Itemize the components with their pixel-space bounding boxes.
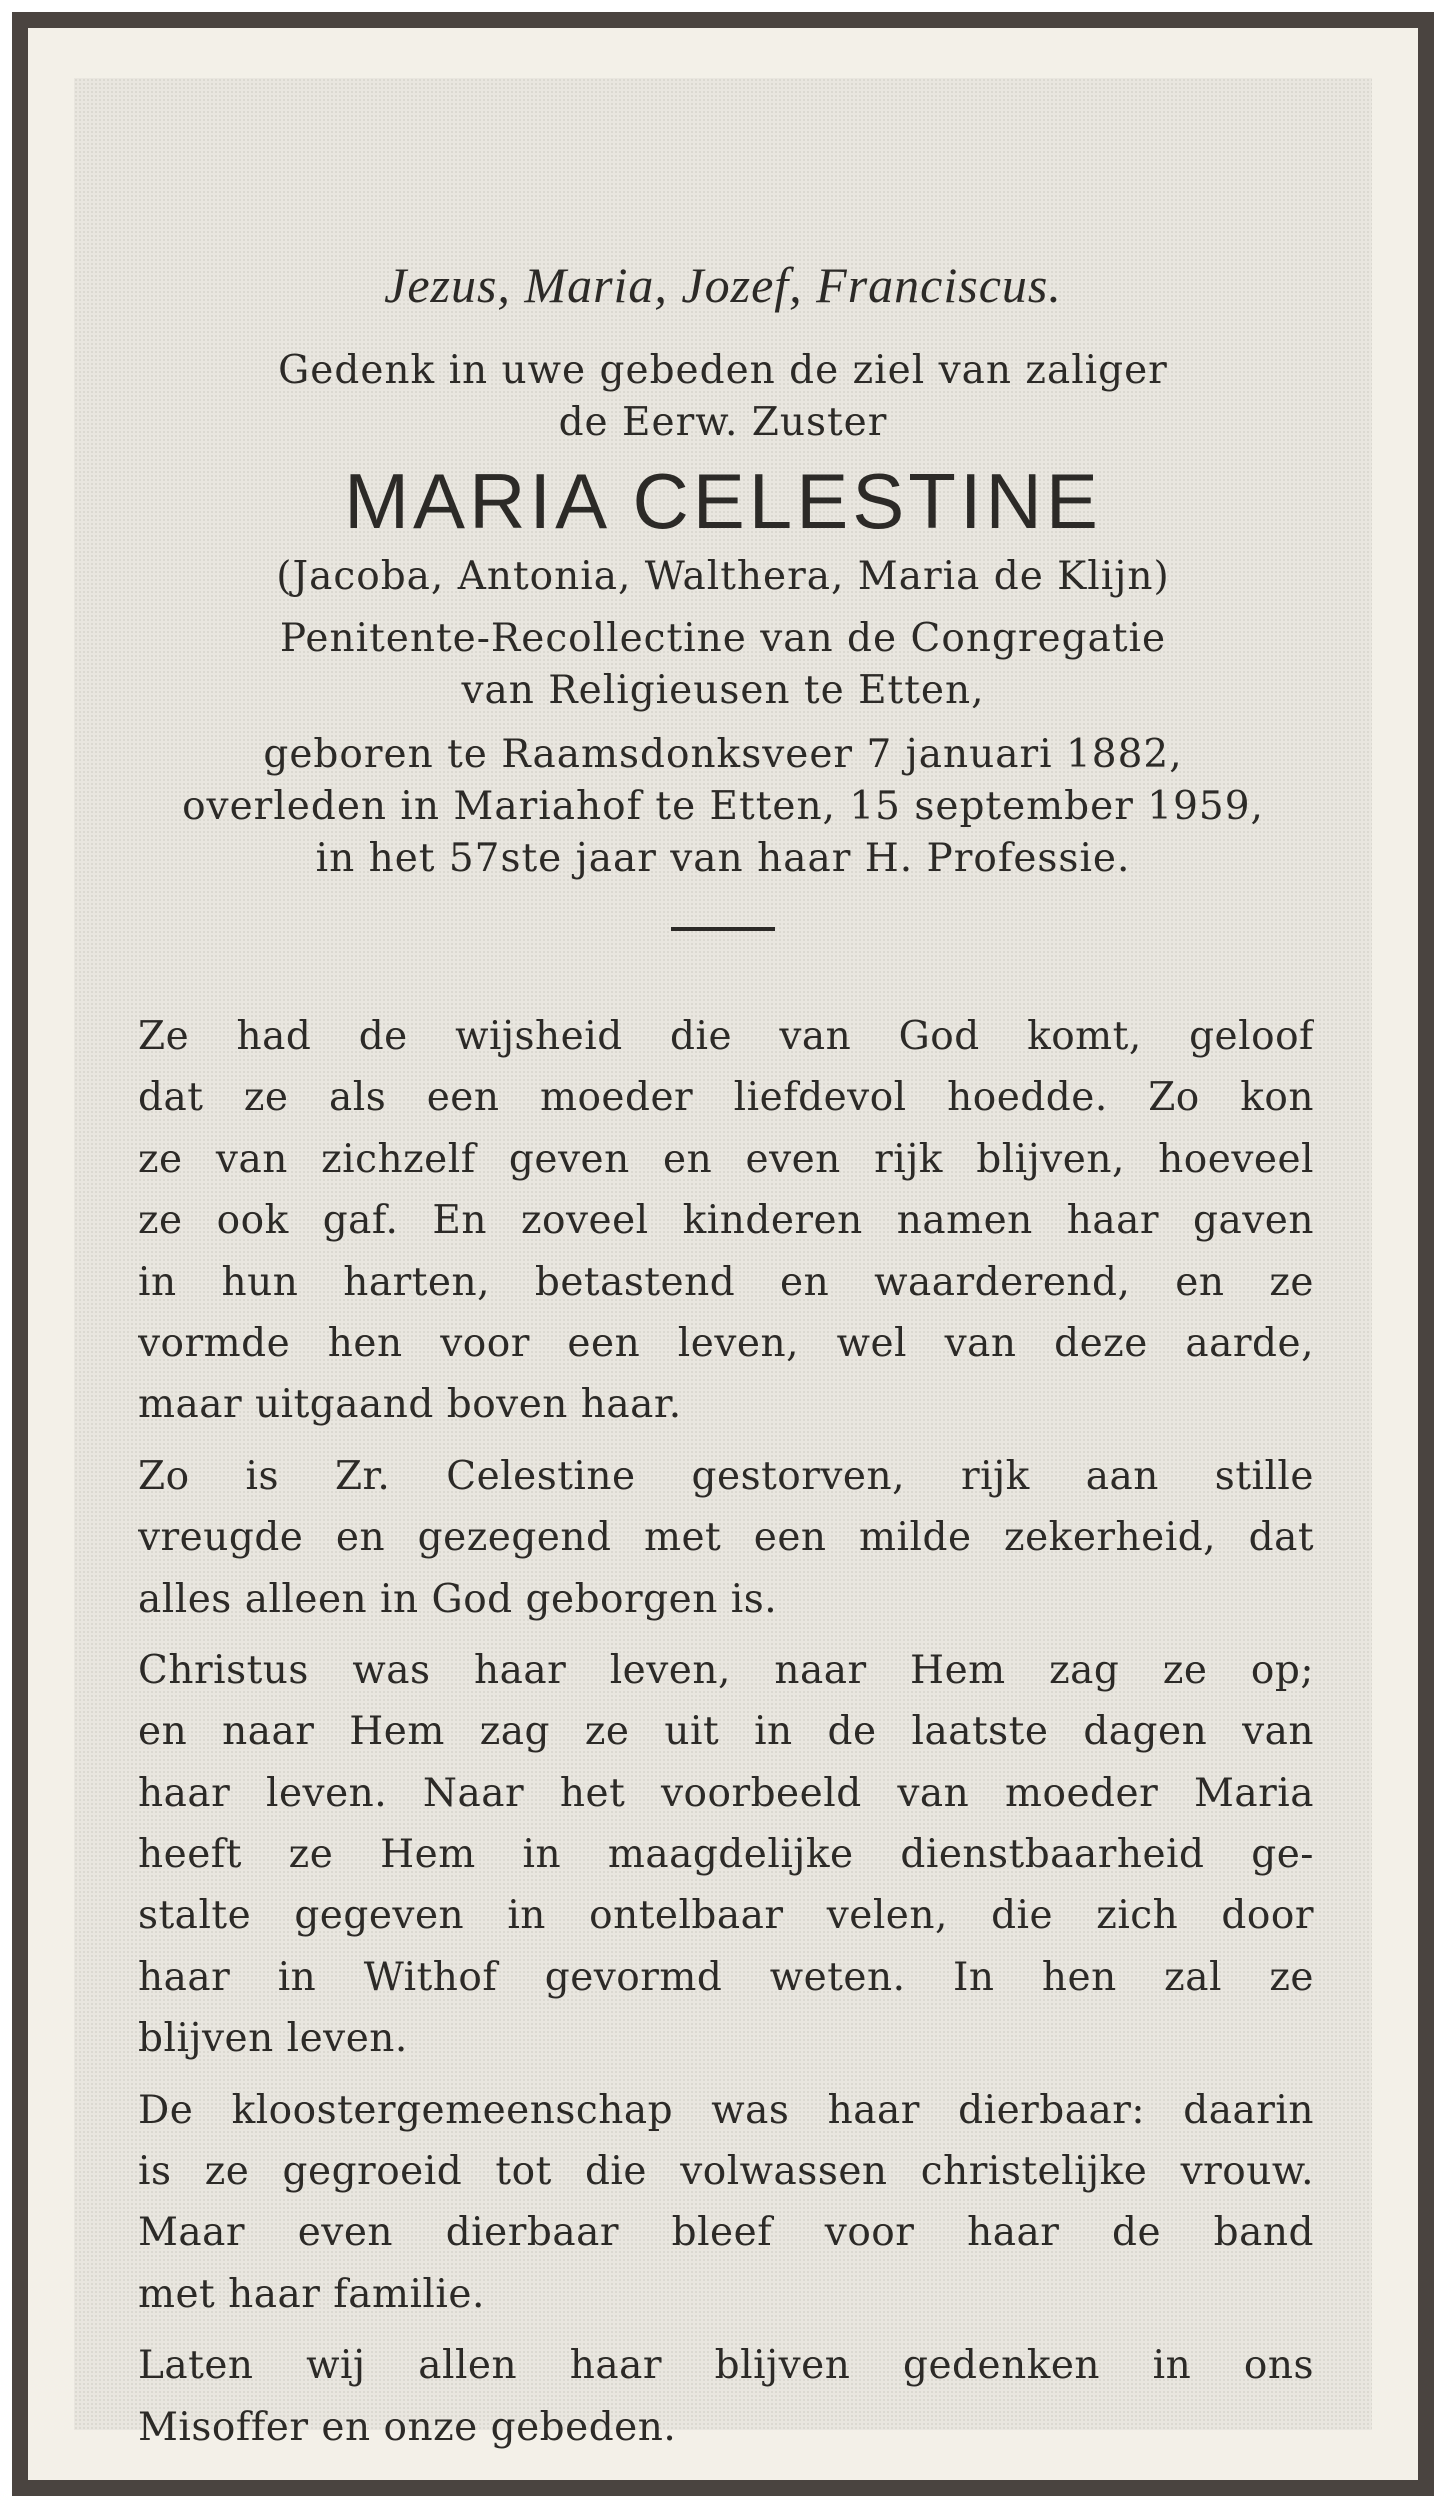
text-line: vreugde en gezegend met een milde zekerheid, dat — [138, 1515, 1314, 1561]
text-line: dat ze als een moeder liefdevol hoedde. Zo kon — [138, 1075, 1314, 1121]
prayer-request: Gedenk in uwe gebeden de ziel van zaliger — [278, 348, 1168, 393]
text-line: Christus was haar leven, naar Hem zag ze op; — [138, 1647, 1314, 1693]
text-line: met haar familie. — [138, 2271, 485, 2317]
text-line: alles alleen in God geborgen is. — [138, 1576, 778, 1622]
text-line: Laten wij allen haar blijven gedenken in ons — [138, 2343, 1314, 2389]
death-line: overleden in Mariahof te Etten, 15 september 1959, — [182, 784, 1264, 829]
paragraph — [138, 1640, 1314, 2070]
text-line: Ze had de wijsheid die van God komt, geloof — [138, 1014, 1314, 1059]
paragraph — [138, 1446, 1314, 1630]
deceased-name: MARIA CELESTINE — [344, 457, 1102, 545]
text-line: ze ook gaf. En zoveel kinderen namen haar gaven — [138, 1198, 1314, 1244]
text-line: in hun harten, betastend en waarderend, en ze — [138, 1259, 1314, 1305]
text-line: blijven leven. — [138, 2016, 408, 2062]
card-header — [74, 243, 1372, 931]
text-line: en naar Hem zag ze uit in de laatste dagen van — [138, 1709, 1314, 1755]
invocation: Jezus, Maria, Jozef, Franciscus. — [384, 257, 1062, 313]
text-line: vormde hen voor een leven, wel van deze aarde, — [138, 1320, 1314, 1366]
birth-line: geboren te Raamsdonksveer 7 januari 1882, — [263, 732, 1183, 777]
text-line: Maar even dierbaar bleef voor haar de band — [138, 2210, 1314, 2256]
paragraph — [138, 2335, 1314, 2458]
text-line: De kloostergemeenschap was haar dierbaar: daarin — [138, 2087, 1314, 2133]
text-line: is ze gegroeid tot die volwassen christelijke vrouw. — [138, 2149, 1314, 2195]
paragraph — [138, 2080, 1314, 2326]
paragraph — [138, 1006, 1314, 1436]
memorial-card — [12, 12, 1434, 2496]
civil-name: (Jacoba, Antonia, Walthera, Maria de Klijn) — [276, 554, 1170, 599]
text-line: stalte gegeven in ontelbaar velen, die zich door — [138, 1893, 1314, 1939]
order-line: van Religieusen te Etten, — [461, 668, 985, 713]
text-line: heeft ze Hem in maagdelijke dienstbaarheid ge- — [138, 1832, 1314, 1878]
text-line: Misoffer en onze gebeden. — [138, 2404, 677, 2450]
divider-rule — [671, 927, 775, 931]
memorial-text — [138, 1006, 1314, 2458]
title-honorific: de Eerw. Zuster — [558, 400, 888, 445]
text-line: Zo is Zr. Celestine gestorven, rijk aan stille — [138, 1453, 1314, 1499]
profession-line: in het 57ste jaar van haar H. Professie. — [315, 836, 1131, 881]
text-line: haar leven. Naar het voorbeeld van moeder Maria — [138, 1770, 1314, 1816]
text-line: ze van zichzelf geven en even rijk blijven, hoeveel — [138, 1136, 1314, 1182]
text-line: maar uitgaand boven haar. — [138, 1382, 682, 1428]
card-panel — [74, 78, 1372, 2450]
order-line: Penitente-Recollectine van de Congregatie — [279, 616, 1167, 661]
text-line: haar in Withof gevormd weten. In hen zal ze — [138, 1954, 1314, 2000]
